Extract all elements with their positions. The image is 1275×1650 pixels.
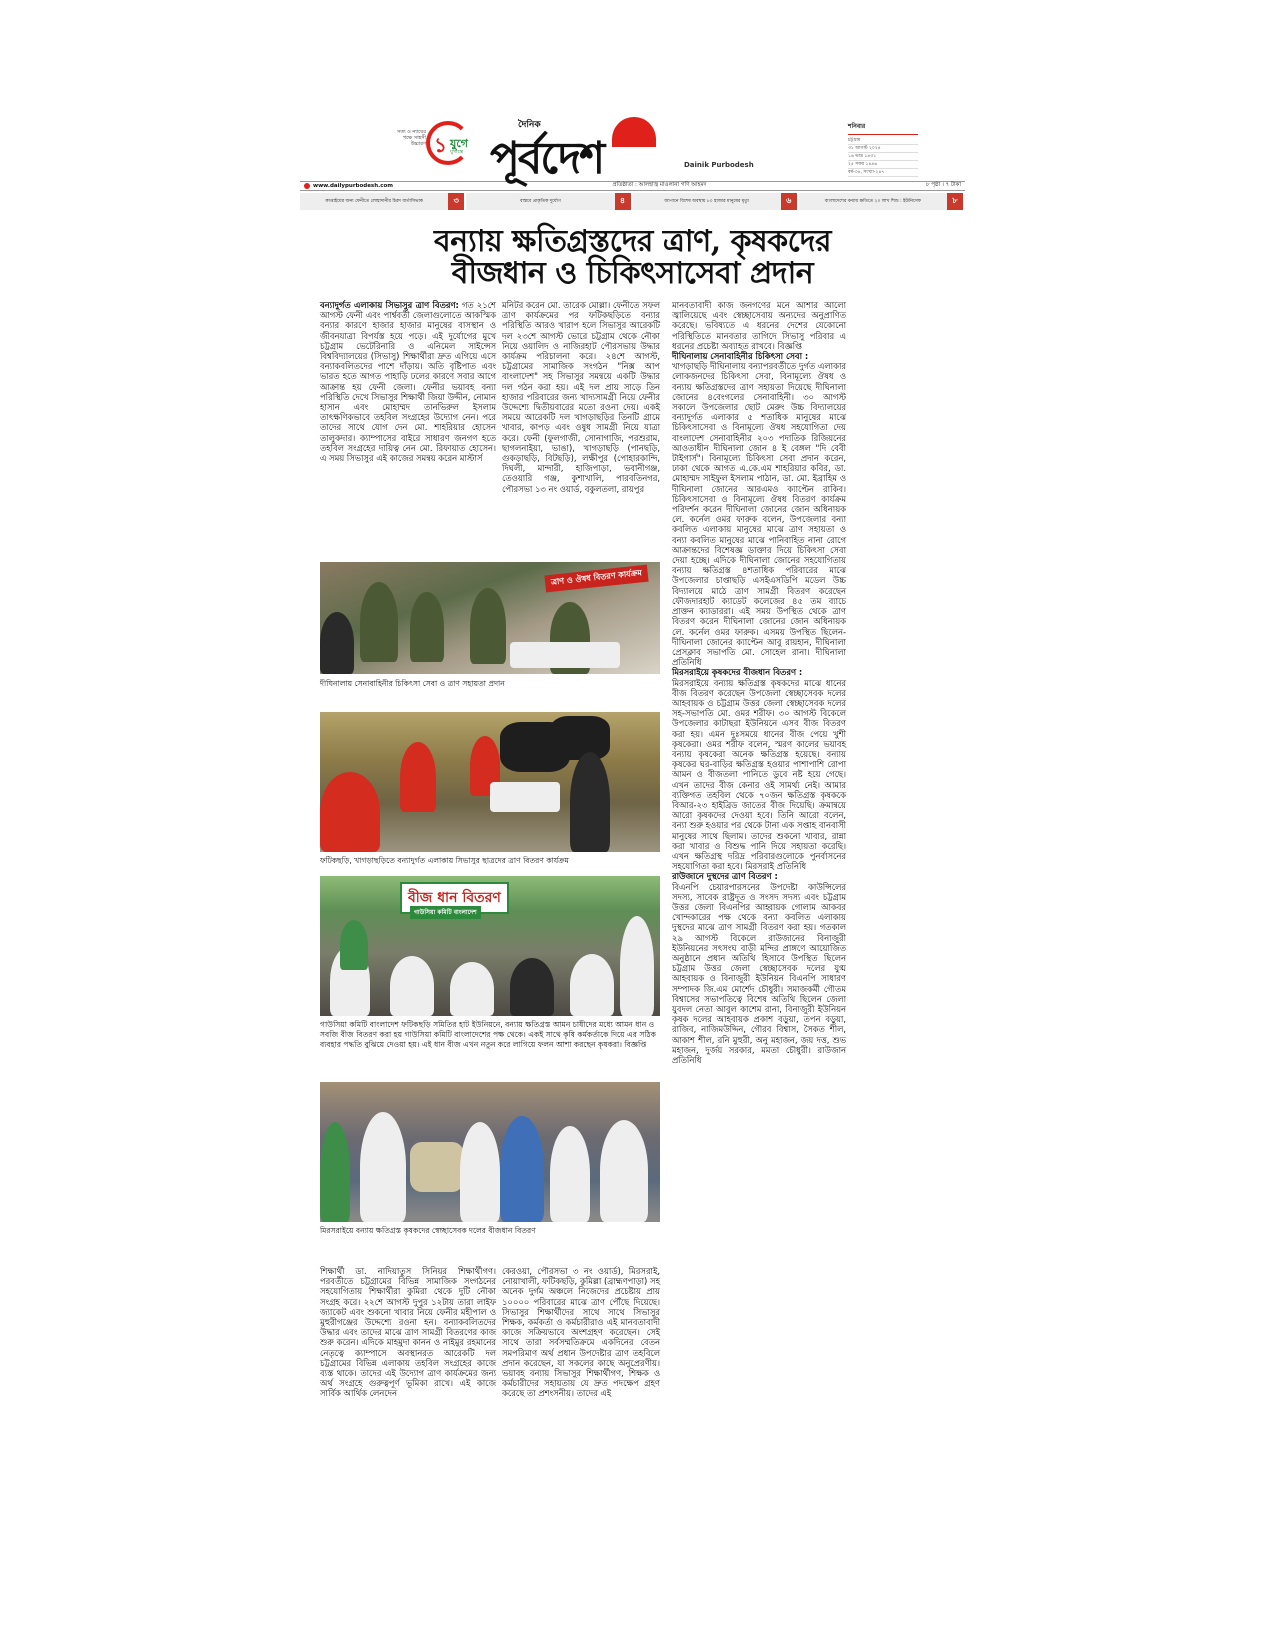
teaser-row [300,193,965,210]
subheading: বন্যাদুর্গত এলাকায় সিভাসুর ত্রাণ বিতরণ: [320,300,459,310]
article-body [300,300,965,1480]
paper-logo [490,120,770,184]
paragraph: মানবতাবাদী কাজ জনগণের মনে আশার আলো জ্বালিয়েছে এবং স্বেচ্ছাসেবায় অন্যদের অনুপ্রাণিত করেছে। ভবিষ্যতে এ ধরনের দেশের যেকোনো পরিস্থিতিতে মানবতার তাগিদে সিভাসু পরিবার এ ধরনের প্রচেষ্টা অব্যাহত রাখবে। বিজ্ঞপ্তি [672,300,846,351]
column-2-continued [502,1266,660,1399]
paragraph: গত ২১শে আগস্ট ফেনী এবং পার্শ্ববর্তী জেলাগুলোতে আকস্মিক বন্যার কারণে হাজার হাজার মানুষের বাসস্থান ও জীবনযাত্রা বিপর্যস্ত হয়ে পড়ে। এই দুর্যোগের মুখে চট্টগ্রাম ভেটেরিনারি ও এনিমেল সাইন্সেস বিশ্ববিদ্যালয়ের (সিভাসু) শিক্ষার্থীরা দ্রুত এগিয়ে এসে বন্যাকবলিতদের পাশে দাঁড়ায়। অতি বৃষ্টিপাত এবং ভারত হতে আগত পাহাড়ি ঢলের কারণে সবার আগে আক্রান্ত হয় ফেনী জেলা। ফেনীর ভয়াবহ বন্যা পরিস্থিতি দেখে সিভাসুর শিক্ষার্থী জিয়া উদ্দীন, নোমান হাসান এবং মোহাম্মদ তানভিরুল ইসলাম তাৎক্ষণিকভাবে তহবিল সংগ্রহের উদ্যোগ নেন। পরে তাদের সাথে যোগ দেন মো. শাহরিয়ার হোসেন তালুকদার। ক্যাম্পাসের বাইরে সাধারণ জনগণ হতে তহবিল সংগ্রহের দায়িত্ব নেন মো. রিফায়াত হোসেন। এ সময় সিভাসুর এই কাজের সমন্বয় করেন মাস্টার্স [320,300,496,464]
page-price: ৮ পৃষ্ঠা । ৭ টাকা [925,182,961,188]
teaser-page-number: ৩ [448,193,464,210]
teaser-item[interactable]: বাস্তবে প্রাকৃতিক দুর্যোগ ৪ [466,193,632,210]
teaser-page-number: ৪ [615,193,631,210]
main-headline: বন্যায় ক্ষতিগ্রস্তদের ত্রাণ, কৃষকদের বীজধান ও চিকিৎসাসেবা প্রদান [434,224,831,291]
subheading: মিরসরাইয়ে কৃষকদের বীজধান বিতরণ : [672,667,803,678]
teaser-page-number: ৬ [781,193,797,210]
column-1 [320,300,496,463]
photo-seed-distribution [320,876,660,1016]
photo-mirsarai-seed-handover [320,1082,660,1222]
newspaper-page [300,115,965,1555]
date-line: বর্ষ-৩৪, সংখ্যা-২৪৭ [848,169,918,177]
column-1-continued [320,1266,496,1399]
slogan: সত্য ও ন্যায়ের পক্ষে সাহসী উচ্চারণ [397,129,426,147]
website-link[interactable]: www.dailypurbodesh.com [304,183,393,189]
globe-icon [304,183,310,189]
date-line: ৩১ আগস্ট ২০২৪ [848,145,918,153]
column-2 [502,300,660,494]
subheading: রাউজানে দুস্থদের ত্রাণ বিতরণ : [672,871,778,882]
date-line: ২৫ সফর ১৪৪৬ [848,161,918,169]
teaser-item[interactable]: কাপ্তাইয়ের জন্য ফেনীতে লোহাদানীর চিরদ বার্তাসিভাক ৩ [300,193,466,210]
paragraph: বিএনপি চেয়ারপারসনের উপদেষ্টা কাউন্সিলের সদস্য, সাবেক রাষ্ট্রদূত ও সংসদ সদস্য এবং চট্টগ্রাম উত্তর জেলা বিএনপির আহ্বায়ক গোলাম আকবর খোন্দকারের পক্ষ থেকে বন্যা কবলিত এলাকায় দুস্থদের মাঝে ত্রাণ সামগ্রী বিতরণ করা হয়। গতকাল ২৯ আগস্ট বিকেলে রাউজানের বিনাজুরী ইউনিয়নের সৎসংঘ বাড়ী মন্দির প্রাঙ্গণে আয়োজিত অনুষ্ঠানে প্রধান অতিথি হিসাবে উপস্থিত ছিলেন চট্টগ্রাম উত্তর জেলা স্বেচ্ছাসেবক দলের যুগ্ম আহবায়ক ও বিনাজুরী ইউনিয়ন বিএনপি সাধারণ সম্পাদক জি.এম মোর্শেদ চৌধুরী। সমাজকর্মী গৌতম বিশ্বাসের সভাপতিত্বে বিশেষ অতিথি ছিলেন জেলা যুবদল নেতা আবুল কাশেম রানা, বিনাজুরী ইউনিয়ন কৃষক দলের আহবায়ক প্রকাশ বড়ুয়া, তপন বড়ুয়া, রাজিব, নাজিমউদ্দিন, গৌরব বিশ্বাস, সৈকত শীল, আকাশ শীল, রনি মুহুরী, অনু মহাজন, জয় দত্ত, শুভ মহাজন, দুর্জয় সরকার, মমতা চৌধুরী। রাউজান প্রতিনিধি [672,881,846,1066]
teaser-item[interactable]: জাপানে বিশেষ অবস্থায় ৮০ হাজার মানুষের মৃত্যু ৬ [633,193,799,210]
masthead [300,115,965,184]
photo-caption: মিরসরাইয়ে বন্যায় ক্ষতিগ্রস্ত কৃষকদের স্বেচ্ছাসেবক দলের বীজধান বিতরণ [320,1226,536,1235]
sun-icon [612,117,656,147]
photo-army-medical-camp [320,562,660,674]
paragraph: মনিটর করেন মো. তারেক মোল্লা। ফেনীতে সফল ত্রাণ কার্যক্রমের পর ফটিকছড়িতে বন্যার পরিস্থিতি আরও খারাপ হলে সিভাসুর আরেকটি দল ২৩শে আগস্ট ভোরে চট্টগ্রাম থেকে নৌকা নিয়ে ওয়ালিদ ও নাজিরহাট পৌরসভায় উদ্ধার কার্যক্রম পরিচালনা করে। ২৪শে আগস্ট, চট্টগ্রামের সামাজিক সংগঠন "নিক্স আপ বাংলাদেশ" সহ সিভাসুর সমন্বয়ে একটি উদ্ধার দল গঠন করা হয়। এই দল প্রায় সাড়ে তিন হাজার পরিবারের জন্য খাদ্যসামগ্রী নিয়ে ফেনীর উদ্দেশ্যে দ্বিতীয়বারের মতো রওনা দেয়। একই সময়ে আরেকটি দল খাগড়াছড়ির তিনটি গ্রামে খাবার, কাপড় এবং ওষুধ সামগ্রী নিয়ে যাত্রা করে। ফেনী (ফুলগাজী, সোনাগাজি, পরশুরাম, ছাগলনাইয়া, ভাঙা), খাগড়াছড়ি (পানছড়ি, গুকড়াছড়ি, বিটছড়ি), লক্ষীপুর (পোহারকান্দি, দিঘলী, মান্দারী, হাজিপাড়া, ভবানীগঞ্জ, তেওয়ারি গঞ্জ, কুশাখালি, পারবতিনগর, পৌরসভা ১৩ নং ওয়ার্ড, বকুলতলা, রায়পুর [502,300,661,494]
paragraph: খাগড়াছড়ি দীঘিনালায় বন্যাপরবর্তীতে দুর্গত এলাকার লোকজনদের চিকিৎসা সেবা, বিনামূল্যে ঔষধ ও বন্যায় ক্ষতিগ্রস্তদের ত্রাণ সহায়তা দিয়েছে দীঘিনালা জোনের ৪বেংগলের সেনাবাহিনী। ৩০ আগস্ট সকালে উপজেলার ছোট মেরুং উচ্চ বিদ্যালয়ের বন্যাদুর্গত এলাকার ৫ শতাধিক মানুষের মাঝে চিকিৎসাসেবা ও বিনামূল্যে ঔষধ সহযোগিতা দেয় বাংলাদেশ সেনাবাহিনীর ২০৩ পদাতিক রিজিয়নের আওতাধীন দীঘিনালা জোন ৪ ই বেঙ্গল "দি বেবী টাইগার্স"। বিনামূল্যে চিকিৎসা সেবা প্রদান করেন, ঢাকা থেকে আগত এ.কে.এম শাহরিয়ার কবির, ডা. মোহাম্মদ সাইফুল ইসলাম পাঠান, ডা. মো. ইব্রাহিম ও দীঘিনালা জোনের আরএমও ক্যাপ্টেন রাকিব। চিকিৎসাসেবা ও বিনামূল্যে ঔষধ বিতরণ কার্যক্রম পরিদর্শন করেন দীঘিনালা জোনের জোন অধিনায়ক লে. কর্নেল ওমর ফারুক বলেন, উপজেলার বন্যা কবলিত এলাকায় মানুষের মাঝে ত্রাণ সহায়তা ও বন্যা কবলিত মানুষের মাঝে পানিবাহিত নানা রোগে আক্রান্তদের বিশেষজ্ঞ ডাক্তার দিয়ে চিকিৎসা সেবা দেয়া হচ্ছে। এদিকে দীঘিনালা জোনের সহযোগিতায় বন্যায় ক্ষতিগ্রস্ত ৪শতাধিক পরিবারের মাঝে উপজেলার চাপ্তাছড়ি এসইএসডিপি মডেল উচ্চ বিদ্যালয়ে মাঠে ত্রাণ সামগ্রী বিতরণ করেছেন ফৌজদারহাট ক্যাডেট কলেজের ৪৫ তম ব্যাচে প্রাক্তন ক্যাডাররা। এই সময় উপস্থিত থেকে ত্রাণ বিতরণ করেন দীঘিনালা জোনের জোন অধিনায়ক লে. কর্নেল ওমর ফারুক। এসময় উপস্থিত ছিলেন- দীঘিনালা জোনের ক্যাপ্টেন আবু রায়হান, দীঘিনালা প্রেসক্লাব সভাপতি মো. সোহেল রানা। দীঘিনালা প্রতিনিধি [672,361,846,668]
photo-banner: বীজ ধান বিতরণ [400,882,509,914]
teaser-page-number: ৮ [947,193,963,210]
teaser-item[interactable]: বাংলাদেশের বন্যায় ক্ষতিতে ২০ লাখ শিশু : ইউনিসেফ ৮ [799,193,965,210]
paragraph: মিরসরাইয়ে বন্যায় ক্ষতিগ্রস্ত কৃষকদের মাঝে ধানের বীজ বিতরণ করেছেন উপজেলা স্বেচ্ছাসেবক দলের আহবায়ক ও চট্টগ্রাম উত্তর জেলা স্বেচ্ছাসেবক দলের সহ-সভাপতি মো. ওমর শরীফ। ৩০ আগস্ট বিকেলে উপজেলার কাটাছরা ইউনিয়নে এসব বীজ বিতরণ করা হয়। এমন দুঃসময়ে ধানের বীজ পেয়ে খুশী কৃষকেরা। ওমর শরীফ বলেন, স্মরণ কালের ভয়াবহ বন্যায় কৃষকেরা অনেক ক্ষতিগ্রস্ত হয়েছে। বন্যায় কৃষকের ঘর-বাড়ির ক্ষতিগ্রস্ত হওয়ার পাশাপাশি রোপা আমন ও বীজতলা পানিতে ডুবে নষ্ট হয়ে গেছে। এখন তাদের বীজ কেনার ওই সামর্থ্য নেই। আমার ব্যক্তিগত তহবিল থেকে ৭০জন ক্ষতিগ্রস্ত কৃষককে বিআর-২৩ হাইব্রিড জাতের বীজ দিয়েছি। ক্রমান্বয়ে আরো কৃষকদের দেওয়া হবে। তিনি আরো বলেন, বন্যা শুরু হওয়ার পর থেকে টানা এক সপ্তাহ বানবাসী মানুষের সাথে ছিলাম। তাদের শুকনো খাবার, রান্না করা খাবার ও বিশুদ্ধ পানি দিয়ে সহায়তা করেছি। এখন ক্ষতিগ্রস্থ দরিদ্র পরিবারগুলোকে পুনর্বাসনের সহযোগিতা করা হবে। মিরসরাই প্রতিনিধি [672,677,846,872]
photo-banner-sub: গাউসিয়া কমিটি বাংলাদেশ [410,906,481,919]
photo-caption: ফটিকছড়ি, খাগড়াছড়িতে বন্যাদুর্গত এলাকায় সিভাসুর ছাত্রদের ত্রাণ বিতরণ কার্যক্রম [320,856,569,865]
paragraph: শিক্ষার্থী ডা. নাদিয়াতুস সিনিয়র শিক্ষার্থীগণ। পরবর্তীতে চট্টগ্রামের বিভিন্ন সামাজিক সংগঠনের সহযোগিতায় শিক্ষার্থীরা কুমিরা থেকে দুটি নৌকা সংগ্রহ করে। ২২শে আগস্ট দুপুর ১২টায় তারা লাইফ জ্যাকেট এবং শুকনো খাবার নিয়ে ফেনীর মহীপাল ও মুহুরীগঞ্জের উদ্দেশ্যে রওনা হন। বন্যাকবলিতদের উদ্ধার এবং তাদের মাঝে ত্রাণ সামগ্রী বিতরণের কাজ শুরু করেন। এদিকে মাহমুদা কানন ও নাইমুর রহমানের নেতৃত্বে ক্যাম্পাসে অবস্থানরত আরেকটি দল চট্টগ্রামের বিভিন্ন এলাকায় তহবিল সংগ্রহের কাজে ব্যস্ত থাকে। তাদের এই উদ্যোগ ত্রাণ কার্যক্রমের জন্য অর্থ সংগ্রহে গুরুত্বপূর্ণ ভূমিকা রাখে। এই কাজে সার্বিক আর্থিক লেনদেন [320,1266,496,1399]
photo-caption: গাউসিয়া কমিটি বাংলাদেশ ফটিকছড়ি সমিতির হাট ইউনিয়নে, বন্যায় ক্ষতিগ্রস্ত আমন চাষীদের মধ্যে আমন ধান ও সবজি বীজ বিতরণ করা হয় গাউসিয়া কমিটি বাংলাদেশের পক্ষ থেকে। একই সাথে কৃষি কর্মকর্তাকে দিয়ে এর সঠিক ব্যবহার পদ্ধতি বুঝিয়ে দেওয়া হয়। এই ধান বীজ এখন নতুন করে লাগিয়ে ফলন আশা করছেন কৃষকরা। বিজ্ঞপ্তি [320,1020,656,1049]
dainik-label: দৈনিক [518,120,541,130]
paper-title: পূর্বদেশ [490,133,604,184]
info-strip [300,181,965,191]
yuge-logo-icon: ১ যুগে যুগান্তে [426,121,478,165]
photo-caption: দীঘিনালায় সেনাবাহিনীর চিকিৎসা সেবা ও ত্রাণ সহায়তা প্রদান [320,679,505,688]
column-3 [672,300,846,1065]
date-line: চট্টগ্রাম [848,137,918,145]
subheading: দীঘিনালায় সেনাবাহিনীর চিকিৎসা সেবা : [672,351,809,362]
date-block [848,121,918,177]
date-line: ১৬ ভাদ্র ১৪৩১ [848,153,918,161]
paper-title-en: Dainik Purbodesh [684,161,754,169]
paragraph: কেরওয়া, পৌরসভা ৩ নং ওয়ার্ড), মিরসরাই, নোয়াখালী, ফটিকছড়ি, কুমিল্লা (ব্রাহ্মণপাড়া) সহ অনেক দুর্গম অঞ্চলে নিজেদের প্রচেষ্টায় প্রায় ১০০০০ পরিবারের মাঝে ত্রাণ পৌঁছে দিয়েছে। সিভাসুর শিক্ষার্থীদের সাথে সাথে সিভাসুর শিক্ষক, কর্মকর্তা ও কর্মচারীরাও এই মানবতাবাদী কাজে সক্রিয়ভাবে অংশগ্রহণ করেছেন। সেই সাথে তারা সর্বসম্মতিক্রমে একদিনের বেতন সমপরিমাণ অর্থ প্রধান উপদেষ্টার ত্রাণ তহবিলে প্রদান করেছেন, যা সকলের কাছে অনুপ্রেরণীয়। ভয়াবহ বন্যায় সিভাসুর শিক্ষার্থীগণ, শিক্ষক ও কর্মচারীদের সহায়তায় যে দ্রুত পদক্ষেপ গ্রহণ করেছে তা প্রশংসনীয়। তাদের এই [502,1266,660,1399]
photo-flood-relief [320,712,660,852]
weekday: শনিবার [848,121,918,135]
photo-banner: ত্রাণ ও ঔষধ বিতরণ কার্যক্রম [544,565,648,593]
founder-line: প্রতিষ্ঠাতা : আলহাজ্ব মাওলানা গণি আহমদ [612,182,707,188]
